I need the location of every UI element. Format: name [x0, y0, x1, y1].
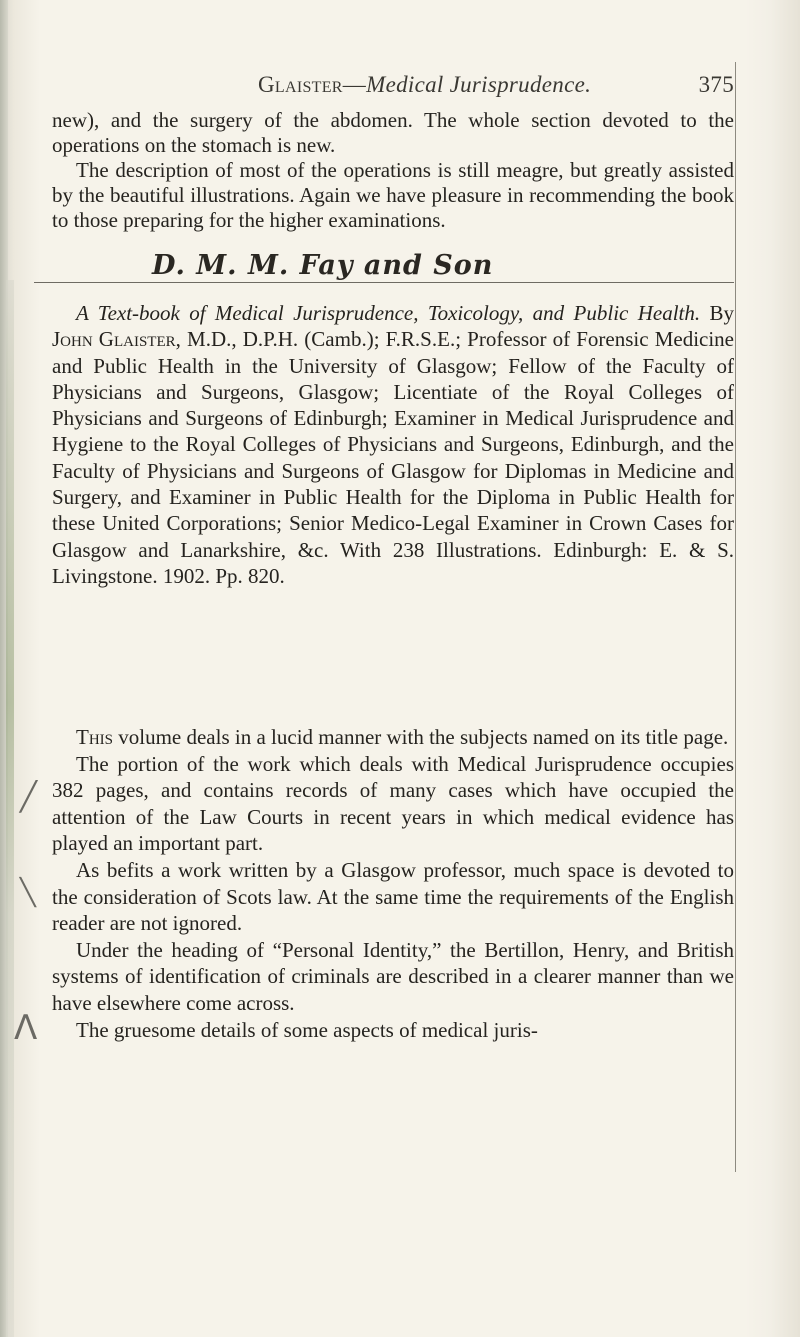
- running-title: [258, 72, 591, 98]
- review-p1-rest: volume deals in a lucid manner with the subjects named on its title page.: [113, 725, 729, 749]
- pencil-mark-icon: ╱: [20, 780, 37, 813]
- header-separator: —: [342, 72, 367, 97]
- review-paragraph-1: [52, 724, 734, 751]
- review-paragraph-5: The gruesome details of some aspects of medical juris-: [76, 1017, 538, 1042]
- review-paragraph-2: The portion of the work which deals with Medical Jurisprudence occupies 382 pages, and contains records of many cases which have occupied the attention of the Law Courts in recent years in which medical evidence has played an important part.: [52, 751, 734, 856]
- pencil-slash-icon: ╲: [20, 878, 36, 908]
- book-title: A Text-book of Medical Jurisprudence, Toxicology, and Public Health.: [76, 301, 701, 325]
- review-paragraph-4: Under the heading of “Personal Identity,” the Bertillon, Henry, and British systems of identification of criminals are described in a clearer manner than we have elsewhere come across.: [52, 937, 734, 1015]
- book-by: By: [700, 301, 734, 325]
- signature-rule: [34, 282, 734, 283]
- book-credentials: , M.D., D.P.H. (Camb.); F.R.S.E.; Professor of Forensic Medicine and Public Health in the University of Glasgow; Fellow of the Faculty of Physicians and Surgeons, Glasgow; Licentiate of the Royal Colleges of Physicians and Surgeons of Edinburgh; Examiner in Medical Jurisprudence and Hygiene to the Royal Colleges of Physicians and Surgeons, Edinburgh, and the Faculty of Physicians and Surgeons of Glasgow for Diplomas in Medicine and Surgery, and Examiner in Public Health for the Diploma in Public Health for these United Corporations; Senior Medico-Legal Examiner in Crown Cases for Glasgow and Lanarkshire, &c. With 238 Illustrations. Edinburgh: E. & S. Livingstone. 1902. Pp. 820.: [52, 327, 735, 588]
- header-author: Glaister: [258, 72, 343, 97]
- handwritten-signature: D. M. M. Fay and Son: [152, 250, 494, 281]
- intro-paragraph-1: new), and the surgery of the abdomen. The whole section devoted to the operations on the stomach is new.: [52, 108, 734, 157]
- intro-paragraph-2: The description of most of the operations is still meagre, but greatly assisted by the beautiful illustrations. Again we have pleasure in recommending the book to those preparing for the higher examinations.: [52, 158, 734, 232]
- review-paragraph-3: As befits a work written by a Glasgow professor, much space is devoted to the consideration of Scots law. At the same time the requirements of the English reader are not ignored.: [52, 857, 734, 936]
- review-body: [52, 724, 734, 1043]
- binding-strip: [6, 280, 14, 1337]
- book-author: John Glaister: [52, 327, 176, 352]
- review-opener: This: [76, 725, 113, 749]
- previous-review-end: [52, 108, 734, 233]
- book-entry: [52, 300, 734, 589]
- pencil-caret-icon: Λ: [14, 1008, 38, 1048]
- page-number: 375: [698, 72, 734, 97]
- right-margin-rule: [735, 62, 736, 1172]
- running-header: [0, 64, 738, 104]
- book-citation: [52, 300, 734, 589]
- header-book-title: Medical Jurisprudence.: [366, 72, 592, 97]
